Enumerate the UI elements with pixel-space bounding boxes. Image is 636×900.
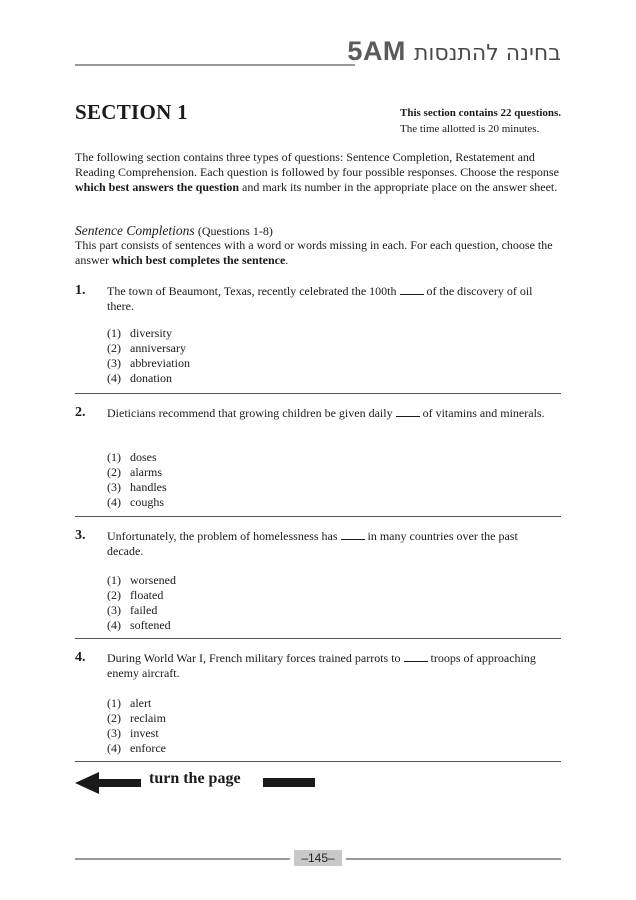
instructions-emphasis: which best answers the question: [75, 180, 240, 194]
stem-after: troops of approaching enemy aircraft.: [107, 651, 536, 680]
answer-option[interactable]: [107, 573, 176, 588]
part-instructions: [75, 238, 561, 268]
option-number: (3): [107, 480, 121, 494]
question-number: 1.: [75, 283, 86, 298]
answer-blank: [341, 530, 365, 540]
arrow-left-icon: [75, 772, 141, 794]
question-stem: [107, 651, 552, 681]
question-divider: [75, 638, 561, 639]
question-stem: [107, 284, 552, 314]
answer-option[interactable]: [107, 696, 166, 711]
option-text: anniversary: [130, 341, 186, 355]
answer-option[interactable]: [107, 726, 166, 741]
time-allotted: The time allotted is 20 minutes.: [400, 123, 540, 135]
answer-option[interactable]: [107, 711, 166, 726]
answer-option[interactable]: [107, 450, 167, 465]
answer-option[interactable]: [107, 588, 176, 603]
exam-header: [347, 36, 561, 67]
part-instructions-emphasis: which best completes the sentence: [111, 253, 286, 267]
footer-rule-right: [346, 858, 561, 860]
option-text: alert: [130, 696, 152, 710]
option-number: (2): [107, 588, 121, 602]
answer-options: [107, 696, 166, 756]
answer-option[interactable]: [107, 356, 190, 371]
option-number: (2): [107, 711, 121, 725]
option-text: reclaim: [130, 711, 166, 725]
option-text: doses: [130, 450, 157, 464]
part-instructions-text: This part consists of sentences with a word or words missing in each. For each question, choose the answer: [75, 238, 553, 267]
part-range: (Questions 1-8): [197, 224, 273, 238]
part-name: Sentence Completions: [75, 223, 195, 238]
question-count: This section contains 22 questions.: [400, 107, 562, 119]
option-number: (3): [107, 603, 121, 617]
option-number: (4): [107, 618, 121, 632]
option-text: handles: [130, 480, 167, 494]
answer-option[interactable]: [107, 341, 190, 356]
question-number: 4.: [75, 650, 86, 665]
question-divider: [75, 516, 561, 517]
option-number: (1): [107, 326, 121, 340]
answer-option[interactable]: [107, 741, 166, 756]
option-text: alarms: [130, 465, 162, 479]
answer-option[interactable]: [107, 371, 190, 386]
footer-rule-left: [75, 858, 290, 860]
option-number: (1): [107, 573, 121, 587]
exam-code: 5AM: [347, 36, 406, 66]
option-number: (3): [107, 726, 121, 740]
option-number: (2): [107, 341, 121, 355]
question-divider: [75, 761, 561, 762]
option-text: abbreviation: [130, 356, 190, 370]
answer-blank: [396, 407, 420, 417]
turn-page-bar: [263, 778, 315, 787]
instructions-text: The following section contains three types of questions: Sentence Completion, Restatement and Reading Comprehension. Each question is followed by four possible responses. Choose the response: [75, 150, 559, 179]
question-stem: [107, 406, 552, 421]
option-text: invest: [130, 726, 159, 740]
stem-before: Unfortunately, the problem of homelessness has: [107, 529, 338, 543]
option-number: (4): [107, 371, 121, 385]
option-number: (1): [107, 696, 121, 710]
answer-options: [107, 326, 190, 386]
option-number: (4): [107, 495, 121, 509]
stem-after: in many countries over the past decade.: [107, 529, 518, 558]
exam-title-hebrew: בחינה להתנסות: [413, 41, 561, 66]
part-instructions-end: .: [285, 253, 289, 267]
stem-before: The town of Beaumont, Texas, recently celebrated the 100th: [107, 284, 397, 298]
question-divider: [75, 393, 561, 394]
answer-option[interactable]: [107, 326, 190, 341]
answer-options: [107, 450, 167, 510]
section-info: [400, 105, 561, 137]
turn-page-indicator[interactable]: [75, 770, 320, 796]
stem-after: of vitamins and minerals.: [422, 406, 545, 420]
answer-blank: [404, 652, 428, 662]
instructions-text-end: and mark its number in the appropriate place on the answer sheet.: [239, 180, 558, 194]
answer-option[interactable]: [107, 495, 167, 510]
option-number: (1): [107, 450, 121, 464]
option-number: (3): [107, 356, 121, 370]
part-heading: [75, 223, 273, 239]
option-number: (2): [107, 465, 121, 479]
answer-options: [107, 573, 176, 633]
option-text: enforce: [130, 741, 166, 755]
option-text: worsened: [130, 573, 176, 587]
answer-option[interactable]: [107, 618, 176, 633]
option-text: donation: [130, 371, 172, 385]
stem-before: Dieticians recommend that growing children be given daily: [107, 406, 393, 420]
page-number: –145–: [294, 850, 342, 866]
stem-after: of the discovery of oil there.: [107, 284, 533, 313]
question-stem: [107, 529, 552, 559]
answer-blank: [400, 285, 424, 295]
section-title: SECTION 1: [75, 100, 188, 124]
option-text: coughs: [130, 495, 164, 509]
answer-option[interactable]: [107, 603, 176, 618]
option-text: diversity: [130, 326, 172, 340]
option-text: floated: [130, 588, 164, 602]
option-number: (4): [107, 741, 121, 755]
turn-page-label: turn the page: [149, 770, 241, 787]
header-rule: [75, 64, 355, 66]
answer-option[interactable]: [107, 465, 167, 480]
stem-before: During World War I, French military forces trained parrots to: [107, 651, 401, 665]
option-text: softened: [130, 618, 171, 632]
question-number: 3.: [75, 528, 86, 543]
section-instructions: [75, 150, 561, 195]
question-number: 2.: [75, 405, 86, 420]
option-text: failed: [130, 603, 158, 617]
answer-option[interactable]: [107, 480, 167, 495]
